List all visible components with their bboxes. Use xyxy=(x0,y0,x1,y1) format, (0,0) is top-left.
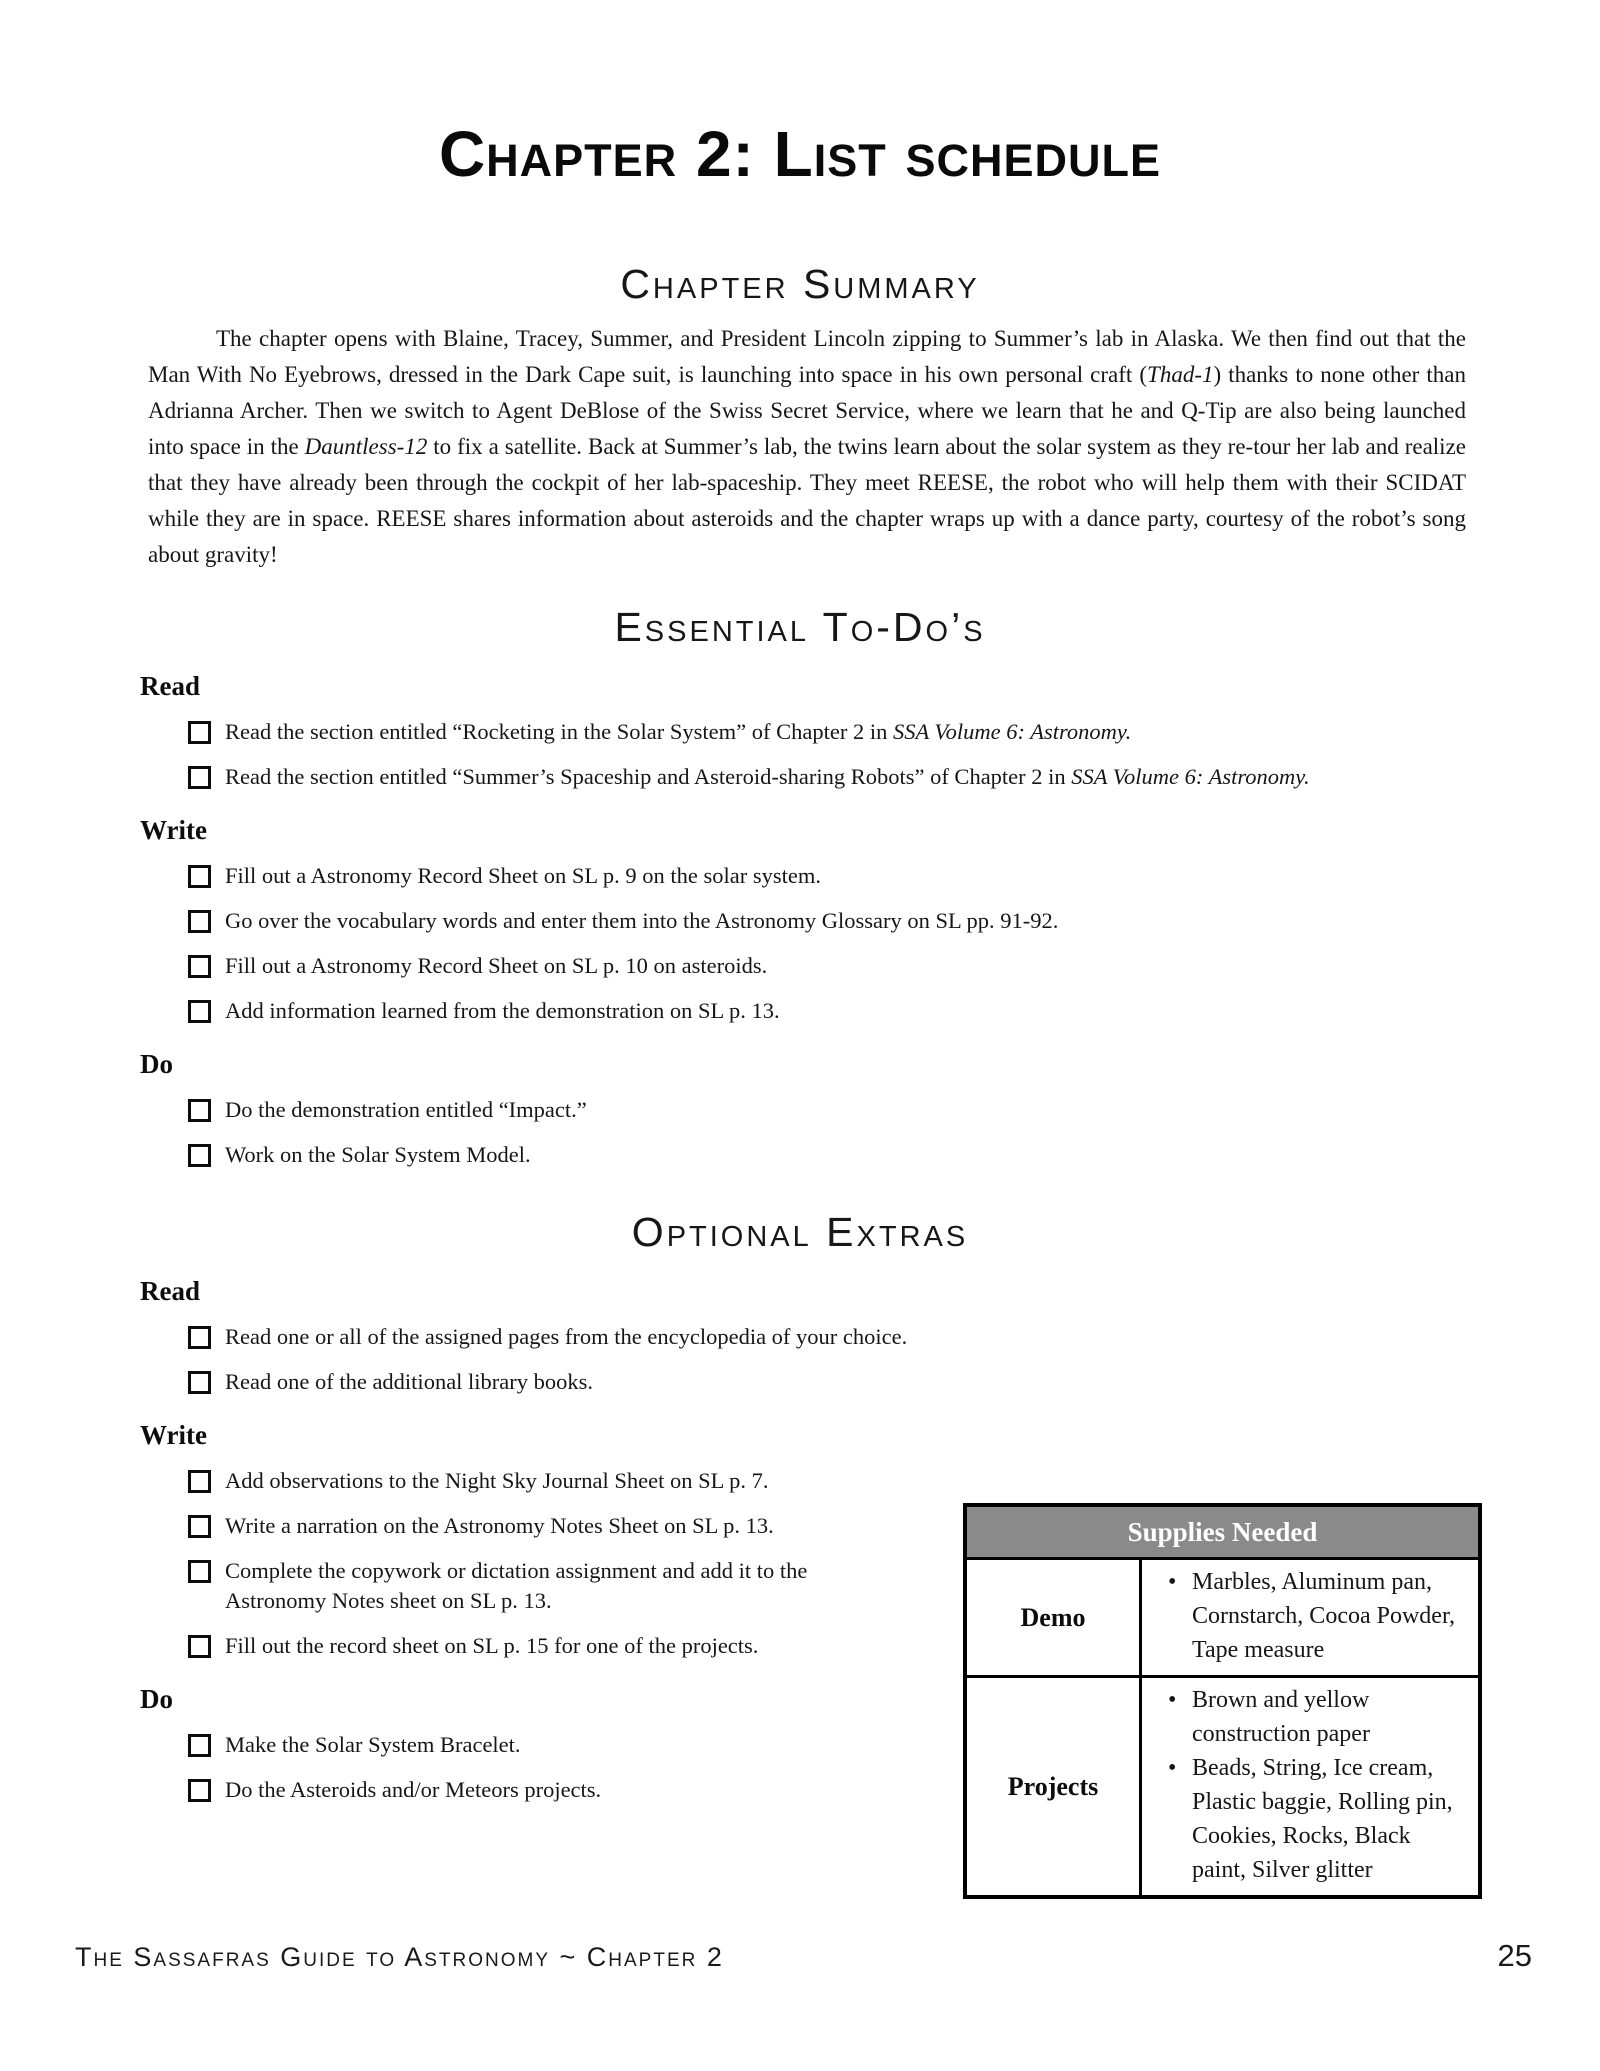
todo-item xyxy=(188,762,1600,792)
todo-item-text: Go over the vocabulary words and enter them into the Astronomy Glossary on SL pp. 91-92. xyxy=(225,908,1059,933)
page-footer xyxy=(0,1938,1600,1974)
essential-do-label: Do xyxy=(140,1049,173,1079)
checkbox-icon xyxy=(188,1099,211,1122)
todo-item xyxy=(188,906,1600,936)
checkbox-icon xyxy=(188,865,211,888)
supplies-bullet-text: Brown and yellow construction paper xyxy=(1192,1687,1370,1747)
todo-item xyxy=(188,1367,1600,1397)
todo-item-text: Read one of the additional library books. xyxy=(225,1369,594,1394)
chapter-summary-heading: Chapter Summary xyxy=(620,261,980,307)
optional-read-label: Read xyxy=(140,1276,200,1306)
optional-extras-heading: Optional Extras xyxy=(631,1209,969,1255)
chapter-summary-paragraph: The chapter opens with Blaine, Tracey, Summer, and President Lincoln zipping to Summer’s lab in Alaska. We then find out that the Man With No Eyebrows, dressed in the Dark Cape suit, is launching into space in his own personal craft (Thad-1) thanks to none other than Adrianna Archer. Then we switch to Agent DeBlose of the Swiss Secret Service, where we learn that he and Q-Tip are also being launched into space in the Dauntless-12 to fix a satellite. Back at Summer’s lab, the twins learn about the solar system as they re-tour her lab and realize that they have already been through the cockpit of her lab-spaceship. They meet REESE, the robot who will help them with their SCIDAT while they are in space. REESE shares information about asteroids and the chapter wraps up with a dance party, courtesy of the robot’s song about gravity! xyxy=(148,326,1466,567)
supplies-demo-list xyxy=(1142,1560,1478,1675)
todo-item-text: Fill out the record sheet on SL p. 15 for one of the projects. xyxy=(225,1633,759,1658)
checkbox-icon xyxy=(188,1560,211,1583)
supplies-bullet xyxy=(1152,1751,1470,1887)
page-title: Chapter 2: List schedule xyxy=(438,118,1162,190)
checkbox-icon xyxy=(188,766,211,789)
bullet-icon: • xyxy=(1168,1687,1177,1713)
essential-todos-heading: Essential To-Do’s xyxy=(614,604,986,650)
optional-write-label: Write xyxy=(140,1420,207,1450)
checkbox-icon xyxy=(188,1635,211,1658)
todo-item-text: Read one or all of the assigned pages from the encyclopedia of your choice. xyxy=(225,1324,908,1349)
checkbox-icon xyxy=(188,1144,211,1167)
todo-item-text: Add observations to the Night Sky Journal Sheet on SL p. 7. xyxy=(225,1468,769,1493)
bullet-icon: • xyxy=(1168,1755,1177,1781)
todo-item-text: Fill out a Astronomy Record Sheet on SL p. 10 on asteroids. xyxy=(225,953,768,978)
todo-item-text: Read the section entitled “Rocketing in the Solar System” of Chapter 2 in SSA Volume 6: Astronomy. xyxy=(225,719,1132,744)
checkbox-icon xyxy=(188,1779,211,1802)
checkbox-icon xyxy=(188,1000,211,1023)
supplies-projects-list xyxy=(1142,1675,1478,1895)
todo-item xyxy=(188,1095,1600,1125)
supplies-row-label-projects: Projects xyxy=(967,1675,1142,1895)
checkbox-icon xyxy=(188,1326,211,1349)
todo-item-text: Do the Asteroids and/or Meteors projects. xyxy=(225,1777,602,1802)
bullet-icon: • xyxy=(1168,1569,1177,1595)
footer-book-title: The Sassafras Guide to Astronomy ~ Chapter 2 xyxy=(75,1942,724,1972)
todo-item-text: Work on the Solar System Model. xyxy=(225,1142,531,1167)
todo-item xyxy=(188,717,1600,747)
todo-item-text: Complete the copywork or dictation assignment and add it to the Astronomy Notes sheet on SL p. 13. xyxy=(225,1558,808,1613)
essential-write-label: Write xyxy=(140,815,207,845)
essential-read-label: Read xyxy=(140,671,200,701)
checkbox-icon xyxy=(188,1734,211,1757)
todo-item xyxy=(188,1466,1600,1496)
todo-item-text: Read the section entitled “Summer’s Spaceship and Asteroid-sharing Robots” of Chapter 2 in SSA Volume 6: Astronomy. xyxy=(225,764,1310,789)
supplies-table xyxy=(963,1503,1482,1899)
supplies-bullet xyxy=(1152,1683,1470,1751)
page-number: 25 xyxy=(1497,1938,1532,1973)
supplies-bullet-text: Marbles, Aluminum pan, Cornstarch, Cocoa Powder, Tape measure xyxy=(1192,1569,1455,1663)
checkbox-icon xyxy=(188,910,211,933)
checkbox-icon xyxy=(188,1371,211,1394)
todo-item xyxy=(188,861,1600,891)
todo-item-text: Fill out a Astronomy Record Sheet on SL p. 9 on the solar system. xyxy=(225,863,821,888)
todo-item xyxy=(188,1140,1600,1170)
todo-item-text: Make the Solar System Bracelet. xyxy=(225,1732,521,1757)
supplies-table-header: Supplies Needed xyxy=(967,1507,1478,1560)
todo-item-text: Write a narration on the Astronomy Notes Sheet on SL p. 13. xyxy=(225,1513,774,1538)
checkbox-icon xyxy=(188,955,211,978)
todo-item xyxy=(188,996,1600,1026)
todo-item-text: Do the demonstration entitled “Impact.” xyxy=(225,1097,587,1122)
supplies-row-label-demo: Demo xyxy=(967,1560,1142,1675)
todo-item xyxy=(188,1322,1600,1352)
checkbox-icon xyxy=(188,721,211,744)
todo-item xyxy=(188,951,1600,981)
checkbox-icon xyxy=(188,1470,211,1493)
checkbox-icon xyxy=(188,1515,211,1538)
supplies-bullet-text: Beads, String, Ice cream, Plastic baggie, Rolling pin, Cookies, Rocks, Black paint, Silver glitter xyxy=(1192,1755,1453,1883)
todo-item-text: Add information learned from the demonstration on SL p. 13. xyxy=(225,998,780,1023)
optional-do-label: Do xyxy=(140,1684,173,1714)
supplies-bullet xyxy=(1152,1565,1470,1667)
